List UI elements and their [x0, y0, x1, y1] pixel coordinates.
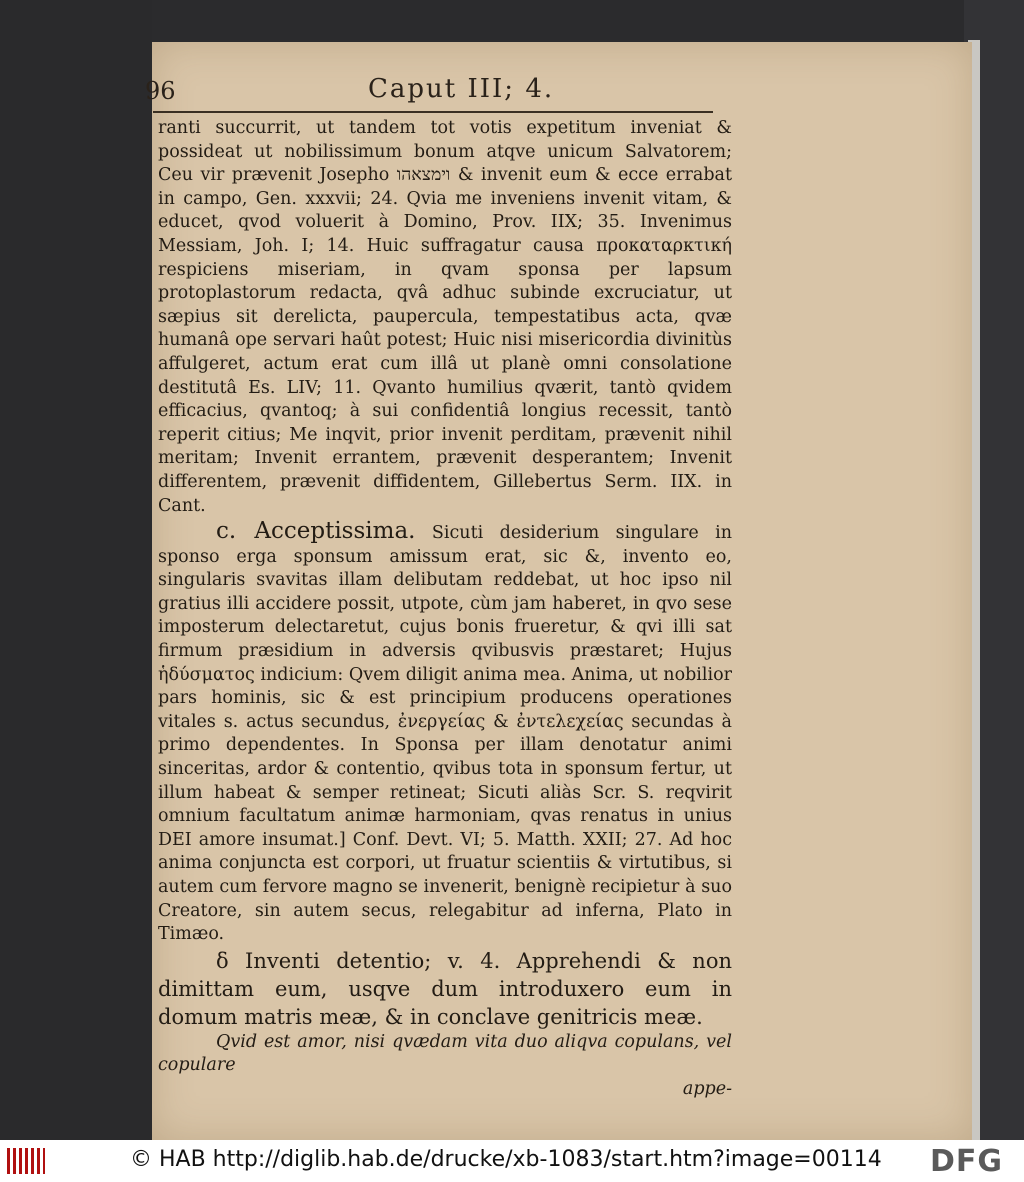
header-rule [153, 111, 713, 113]
hab-logo-icon [6, 1146, 46, 1176]
scan-background-left [0, 0, 152, 1140]
viewer-footer [0, 1140, 1024, 1182]
copyright-link[interactable]: © HAB http://diglib.hab.de/drucke/xb-1083/start.htm?image=00114 [130, 1147, 882, 1172]
paragraph-2 [158, 518, 732, 947]
page-number: 96 [145, 77, 176, 105]
running-head: Caput III; 4. [368, 74, 555, 104]
paragraph-1: ranti succurrit, ut tandem tot votis expetitum inveniat & possideat ut nobilissimum bonum atqve unicum Salvatorem; Ceu vir prævenit Josepho וימצאהו & invenit eum & ecce errabat in campo, Gen. xxxvii; 24. Qvia me inveniens invenit vitam, & educet, qvod voluerit à Domino, Prov. IIX; 35. Invenimus Messiam, Joh. I; 14. Huic suffragatur causa προκαταρκτική respiciens miseriam, in qvam sponsa per lapsum protoplastorum redacta, qvâ adhuc subinde excruciatur, ut sæpius sit derelicta, paupercula, tempestatibus acta, qvæ humanâ ope servari haût potest; Huic nisi misericordia divinitùs affulgeret, actum erat cum illâ ut planè omni consolatione destitutâ Es. LIV; 11. Qvanto humilius qværit, tantò qvidem efficacius, qvantoq; à sui confidentiâ longius recessit, tantò reperit citius; Me inqvit, prior invenit perditam, prævenit nihil meritam; Invenit errantem, prævenit desperantem; Invenit differentem, prævenit diffidentem, Gillebertus Serm. IIX. in Cant. [158, 118, 732, 516]
page-header [140, 72, 740, 108]
page-body [158, 117, 732, 1102]
dfg-logo: DFG [930, 1144, 1004, 1179]
catchword: appe- [682, 1078, 732, 1099]
paragraph-4 [158, 1031, 732, 1078]
paragraph-2-text: Sicuti desiderium singulare in sponso erga sponsum amissum erat, sic &, invento eo, singularis svavitas illam delibutam reddebat, ut hoc ipso nil gratius illi accidere possit, utpote, cùm jam haberet, in qvo sese imposterum delectaretut, cujus bonis frueretur, & qvi illi sat firmum præsidium in adversis qvibusvis præstaret; Hujus ἡδύσματος indicium: Qvem diligit anima mea. Anima, ut nobilior pars hominis, sic & est principium producens operationes vitales s. actus secundus, ἐνεργείας & ἐντελεχείας secundas à primo dependentes. In Sponsa per illam denotatur animi sinceritas, ardor & contentio, qvibus tota in sponsum fertur, ut illum habeat & semper retineat; Sicuti aliàs Scr. S. reqvirit omnium facultatum animæ harmoniam, qvas renatus in unius DEI amore insumat.] Conf. Devt. VI; 5. Matth. XXII; 27. Ad hoc anima conjuncta est corpori, ut fruatur scientiis & virtutibus, si autem cum fervore magno se invenerit, benignè recipietur à suo Creatore, sin autem secus, relegabitur ad inferna, Plato in Timæo. [158, 523, 732, 945]
paragraph-4-text: Qvid est amor, nisi qvædam vita duo aliqva copulans, vel copulare [158, 1031, 732, 1076]
paragraph-3: δ Inventi detentio; v. 4. Apprehendi & non dimittam eum, usqve dum introduxero eum in domum matris meæ, & in conclave genitricis meæ. [158, 948, 732, 1029]
section-heading-c: c. Acceptissima. [216, 518, 416, 545]
